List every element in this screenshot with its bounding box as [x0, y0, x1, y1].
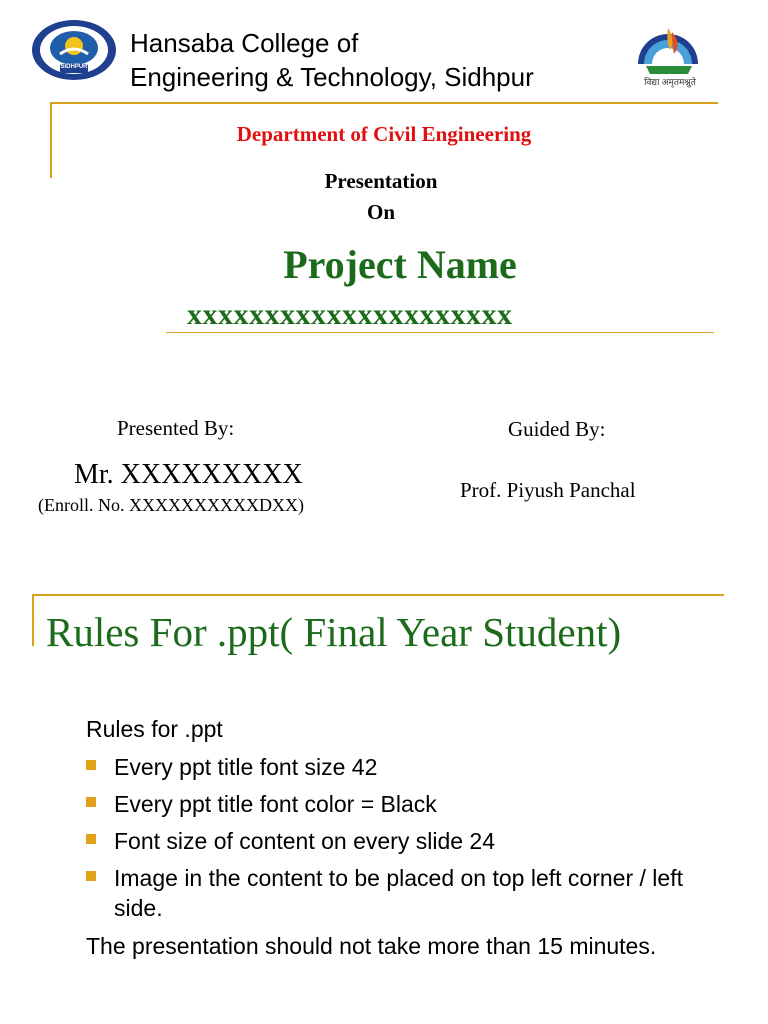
accent-horizontal-line	[50, 102, 718, 104]
bullet-square-icon	[86, 797, 96, 807]
list-item-text: Image in the content to be placed on top left corner / left side.	[114, 865, 683, 921]
bullet-square-icon	[86, 760, 96, 770]
bullet-square-icon	[86, 834, 96, 844]
college-title-line2: Engineering & Technology, Sidhpur	[130, 62, 534, 92]
bullet-square-icon	[86, 871, 96, 881]
list-item-text: Font size of content on every slide 24	[114, 828, 495, 854]
presentation-label: Presentation	[324, 169, 438, 193]
emblem-motto: विद्या अमृतमश्नुते	[644, 77, 696, 87]
college-title-line1: Hansaba College of	[130, 28, 359, 58]
presenter-name: Mr. XXXXXXXXX	[74, 459, 303, 490]
rules-title: Rules For .ppt( Final Year Student)	[46, 609, 622, 655]
university-logo	[30, 18, 118, 82]
presented-by-label: Presented By:	[117, 416, 235, 440]
accent-vertical-line-2	[32, 594, 34, 646]
list-item	[86, 826, 736, 856]
list-item	[86, 789, 736, 819]
list-item	[86, 863, 736, 923]
list-item-text: Every ppt title font size 42	[114, 754, 378, 780]
college-emblem	[632, 20, 706, 90]
guided-by-label: Guided By:	[508, 417, 606, 441]
on-label: On	[366, 200, 395, 224]
college-title	[130, 26, 534, 94]
project-placeholder: xxxxxxxxxxxxxxxxxxxxx	[187, 298, 513, 331]
rules-list	[86, 752, 736, 930]
guide-name: Prof. Piyush Panchal	[460, 478, 636, 502]
project-underline	[166, 332, 714, 333]
list-item-text: Every ppt title font color = Black	[114, 791, 437, 817]
accent-horizontal-line-2	[32, 594, 724, 596]
closing-note: The presentation should not take more than 15 minutes.	[86, 933, 657, 959]
logo-text: SIDHPUR	[60, 64, 88, 70]
project-name: Project Name	[283, 242, 517, 287]
list-item	[86, 752, 736, 782]
rules-heading: Rules for .ppt	[86, 716, 223, 742]
enroll-number: (Enroll. No. XXXXXXXXXXDXX)	[38, 495, 304, 515]
department-name: Department of Civil Engineering	[236, 122, 532, 146]
